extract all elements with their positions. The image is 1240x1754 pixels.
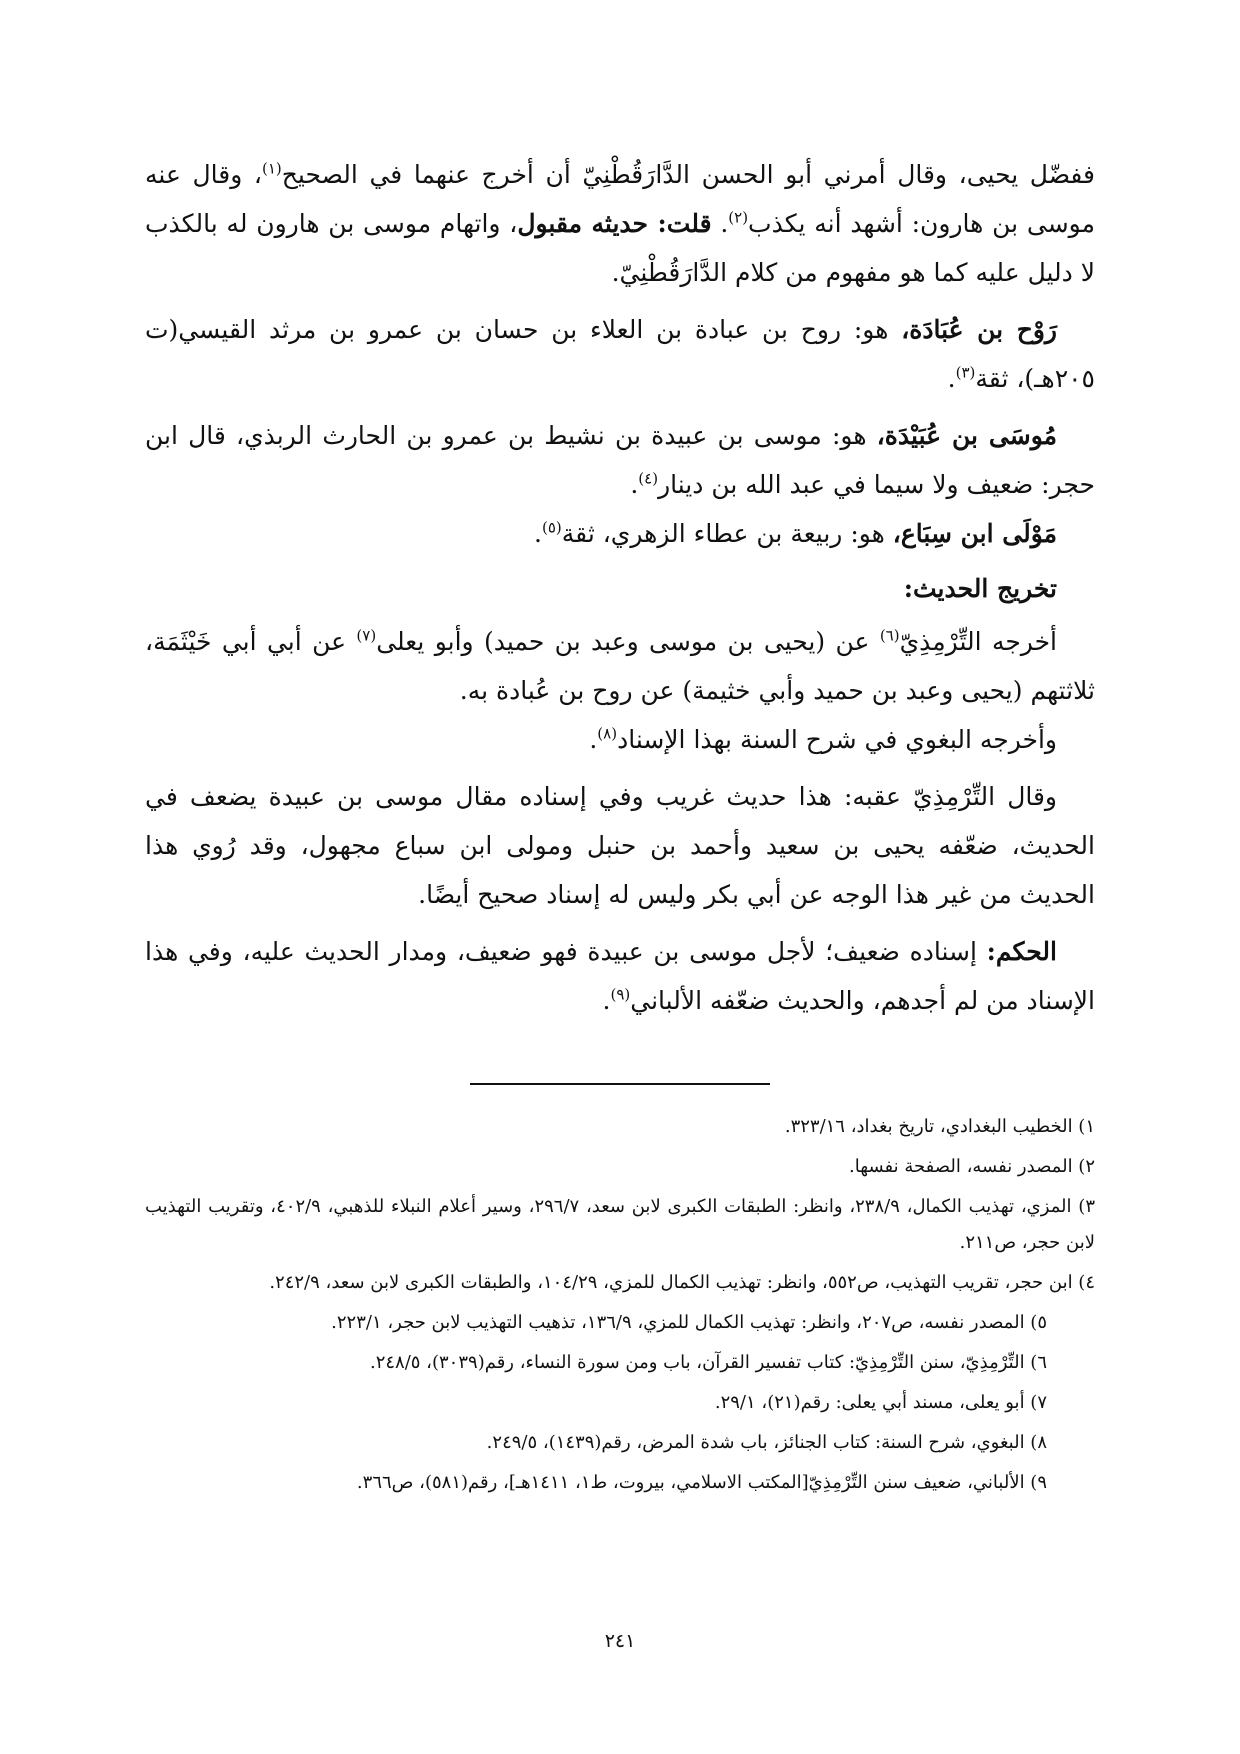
text: عن أبي أبي خَيْثَمَة، ثلاثتهم (يحيى وعبد بن حميد وأبي خثيمة) عن روح بن عُبادة به. <box>145 627 1095 705</box>
footnotes <box>145 1109 1095 1501</box>
text: . <box>602 986 611 1015</box>
footnote-ref-9[interactable]: (٩) <box>610 985 631 1004</box>
footnote-2: ٢) المصدر نفسه، الصفحة نفسها. <box>848 1156 1095 1177</box>
text: هو: موسى بن عبيدة بن نشيط بن عمرو بن الحارث الربذي، قال ابن حجر: ضعيف ولا سيما في عبد الله بن دينار <box>145 421 1095 499</box>
footnote-ref-4[interactable]: (٤) <box>638 469 659 488</box>
text: . <box>711 209 729 238</box>
text: ففضّل يحيى، وقال أمرني أبو الحسن الدَّارَقُطْنِيّ أن أخرج عنهما في الصحيح <box>281 160 1095 189</box>
text: وأخرجه البغوي في شرح السنة بهذا الإسناد <box>617 725 1057 754</box>
footnote-6: ٦) التِّرْمِذِيّ، سنن التِّرْمِذِيّ: كتاب تفسير القرآن، باب ومن سورة النساء، رقم(٣٠٣٩)، ٢٤٨/٥. <box>369 1352 1047 1373</box>
paragraph-2 <box>145 305 1095 403</box>
footnote-ref-6[interactable]: (٦) <box>879 626 900 645</box>
section-heading: تخريج الحديث: <box>903 574 1057 603</box>
paragraph-8 <box>145 927 1095 1025</box>
paragraph-3 <box>145 411 1095 509</box>
paragraph-6 <box>145 715 1095 764</box>
text: هو: روح بن عبادة بن العلاء بن حسان بن عمرو بن مرثد القيسي(ت ٢٠٥هـ)، ثقة <box>145 315 1095 393</box>
footnote-divider <box>470 1083 770 1085</box>
footnote-8: ٨) البغوي، شرح السنة: كتاب الجنائز، باب شدة المرض، رقم(١٤٣٩)، ٢٤٩/٥. <box>486 1432 1047 1453</box>
footnote-1: ١) الخطيب البغدادي، تاريخ بغداد، ٣٢٣/١٦. <box>784 1116 1095 1137</box>
text: ، واتهام موسى بن هارون له بالكذب لا دليل عليه كما هو مفهوم من كلام الدَّارَقُطْنِيّ. <box>145 209 1095 287</box>
text: ، وقال عنه موسى بن هارون: أشهد أنه يكذب <box>145 160 1095 238</box>
paragraph-7: وقال التِّرْمِذِيّ عقبه: هذا حديث غريب وفي إسناده مقال موسى بن عبيدة يضعف في الحديث، ضعّفه يحيى بن سعيد وأحمد بن حنبل ومولى ابن سباع مجهول، وقد رُوي هذا الحديث من غير هذا الوجه عن أبي بكر وليس له إسناد صحيح أيضًا. <box>145 782 1095 909</box>
footnote-ref-2[interactable]: (٢) <box>728 208 749 227</box>
narrator-name: مَوْلَى ابن سِبَاع، <box>892 519 1057 548</box>
text: . <box>630 470 639 499</box>
footnote-5: ٥) المصدر نفسه، ص٢٠٧، وانظر: تهذيب الكمال للمزي، ١٣٦/٩، تذهيب التهذيب لابن حجر، ٢٢٣/١. <box>331 1312 1047 1333</box>
ruling-label: الحكم: <box>986 937 1057 966</box>
footnote-3: ٣) المزي، تهذيب الكمال، ٢٣٨/٩، وانظر: الطبقات الكبرى لابن سعد، ٢٩٦/٧، وسير أعلام النبلاء للذهبي، ٤٠٢/٩، وتقريب التهذيب لابن حجر، ص٢١١. <box>145 1196 1095 1253</box>
page-body <box>145 150 1095 1505</box>
narrator-name: رَوْح بن عُبَادَة، <box>901 315 1057 344</box>
footnote-ref-1[interactable]: (١) <box>261 159 282 178</box>
text: . <box>534 519 542 548</box>
text: هو: ربيعة بن عطاء الزهري، ثقة <box>561 519 893 548</box>
text: . <box>589 725 598 754</box>
paragraph-4 <box>145 509 1095 558</box>
footnote-ref-8[interactable]: (٨) <box>597 724 618 743</box>
footnote-4: ٤) ابن حجر، تقريب التهذيب، ص٥٥٢، وانظر: تهذيب الكمال للمزي، ١٠٤/٢٩، والطبقات الكبرى لابن سعد، ٢٤٢/٩. <box>269 1272 1095 1293</box>
footnote-ref-3[interactable]: (٣) <box>955 363 976 382</box>
text: عن (يحيى بن موسى وعبد بن حميد) وأبو يعلى <box>376 627 880 656</box>
page-number: ٢٤١ <box>604 1630 636 1652</box>
footnote-ref-7[interactable]: (٧) <box>356 626 377 645</box>
footnote-ref-5[interactable]: (٥) <box>542 518 562 537</box>
paragraph-1 <box>145 150 1095 297</box>
text: . <box>947 364 956 393</box>
text: أخرجه التِّرْمِذِيّ <box>899 627 1058 656</box>
footnote-9: ٩) الألباني، ضعيف سنن التِّرْمِذِيّ[المكتب الاسلامي، بيروت، ط١، ١٤١١هـ]، رقم(٥٨١)، ص٣٦٦. <box>356 1472 1047 1493</box>
bold-text: قلت: حديثه مقبول <box>517 209 712 238</box>
paragraph-5 <box>145 617 1095 715</box>
footnote-7: ٧) أبو يعلى، مسند أبي يعلى: رقم(٢١)، ٢٩/١. <box>714 1392 1047 1413</box>
text: إسناده ضعيف؛ لأجل موسى بن عبيدة فهو ضعيف، ومدار الحديث عليه، وفي هذا الإسناد من لم أجدهم، والحديث ضعّفه الألباني <box>145 937 1095 1015</box>
narrator-name: مُوسَى بن عُبَيْدَة، <box>876 421 1058 450</box>
